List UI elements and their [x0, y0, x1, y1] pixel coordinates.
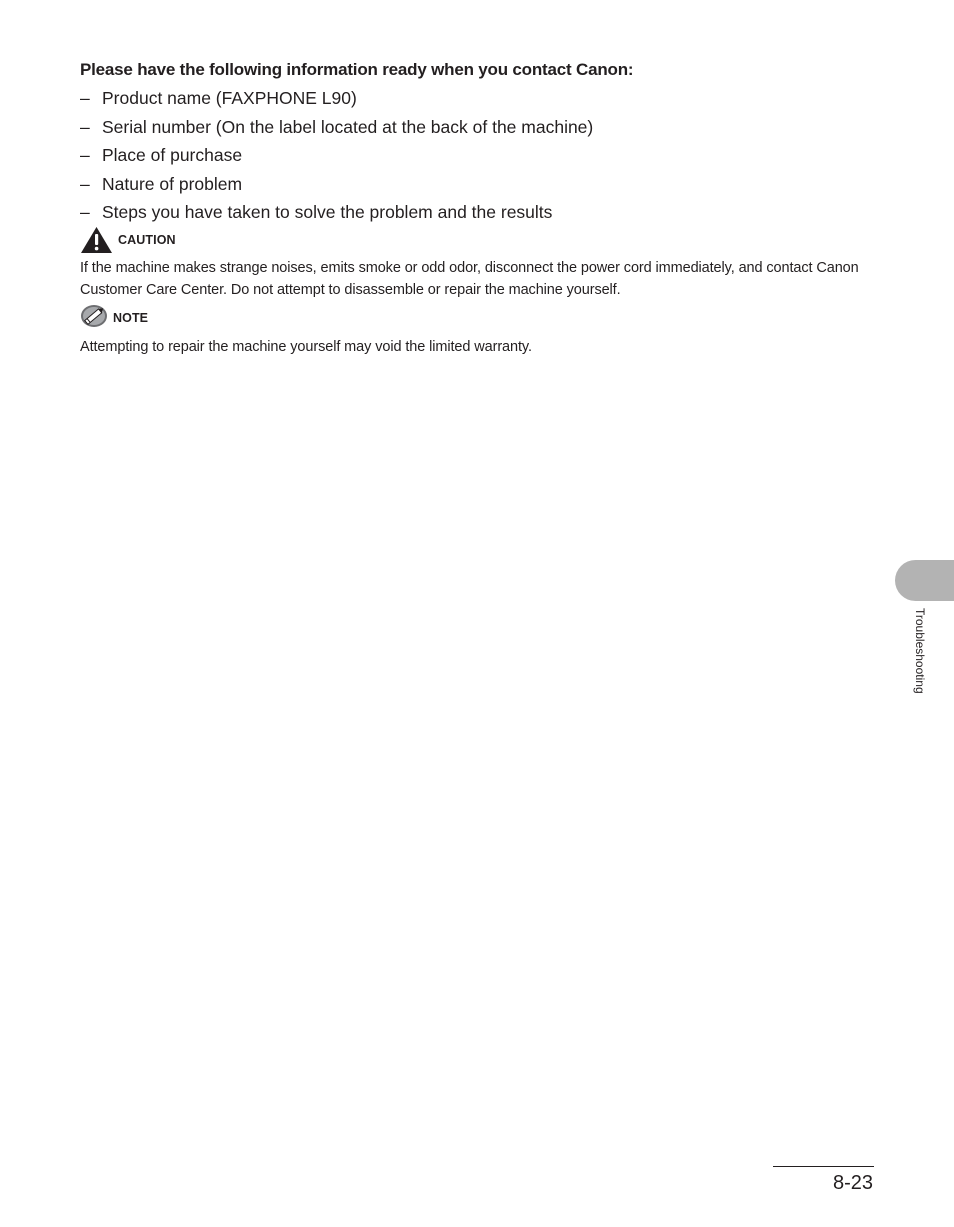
note-header [80, 305, 148, 331]
caution-label: CAUTION [118, 233, 176, 247]
list-dash: – [80, 116, 90, 137]
warning-triangle-icon [80, 226, 113, 254]
info-list [80, 87, 593, 230]
section-heading: Please have the following information ready when you contact Canon: [80, 60, 634, 79]
page-number: 8-23 [832, 1172, 873, 1194]
list-dash: – [80, 88, 90, 108]
note-text: Attempting to repair the machine yourself may void the limited warranty. [80, 339, 532, 355]
note-label: NOTE [113, 311, 149, 325]
list-item-text: Product name (FAXPHONE L90) [102, 88, 357, 108]
list-item-text: Place of purchase [102, 145, 243, 165]
footer-rule [773, 1166, 874, 1167]
chapter-side-tab [895, 560, 954, 601]
list-item-text: Serial number (On the label located at the back of the machine) [102, 116, 594, 137]
list-item [80, 173, 593, 202]
pencil-note-icon [80, 304, 108, 333]
chapter-side-label: Troubleshooting [913, 608, 927, 694]
list-item-text: Nature of problem [102, 173, 243, 194]
caution-text: If the machine makes strange noises, emits smoke or odd odor, disconnect the power cord immediately, and contact Canon Customer Care Center. Do not attempt to disassemble or repair the machine yourself. [80, 260, 859, 298]
list-dash: – [80, 145, 90, 165]
list-dash: – [80, 202, 90, 222]
list-item [80, 87, 593, 116]
list-dash: – [80, 173, 90, 194]
list-item [80, 144, 593, 173]
list-item-text: Steps you have taken to solve the problem and the results [102, 202, 553, 222]
list-item [80, 116, 593, 145]
caution-header [80, 226, 176, 254]
